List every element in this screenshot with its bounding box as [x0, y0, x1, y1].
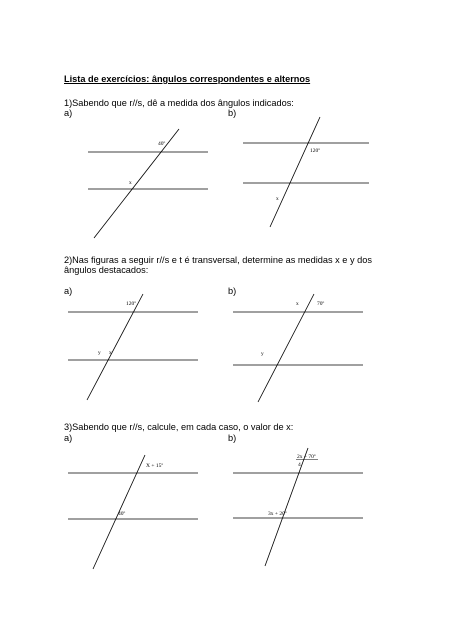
q1a-x-label: x	[129, 180, 132, 186]
q3a-bottom-label: 40º	[118, 511, 126, 517]
question-1-prompt: 1)Sabendo que r//s, dê a medida dos ângulos indicados:	[64, 98, 294, 108]
question-1b-label: b)	[228, 108, 237, 118]
question-2-prompt-line1: 2)Nas figuras a seguir r//s e t é transversal, determine as medidas x e y dos	[64, 255, 372, 265]
q3b-top-denominator: 4	[298, 462, 301, 468]
q2a-transversal	[87, 294, 143, 400]
q2b-transversal	[258, 294, 314, 402]
question-3-prompt: 3)Sabendo que r//s, calcule, em cada caso, o valor de x:	[64, 422, 294, 432]
q3b-transversal	[265, 448, 308, 566]
question-1a-label: a)	[64, 108, 73, 118]
page-title: Lista de exercícios: ângulos correspondentes e alternos	[64, 74, 311, 84]
q2b-y-label: y	[261, 351, 264, 357]
question-2-prompt-line2: ângulos destacados:	[64, 265, 149, 275]
q3b-top-numerator: 2x + 70º	[297, 454, 316, 460]
question-2b-label: b)	[228, 286, 237, 296]
q2a-x-label: x	[109, 350, 112, 356]
q2b-angle-label: 70º	[317, 301, 325, 307]
q1b-x-label: x	[276, 196, 279, 202]
question-3b-label: b)	[228, 433, 237, 443]
question-2a-label: a)	[64, 286, 73, 296]
q1a-transversal	[94, 129, 179, 238]
q1b-transversal	[270, 117, 320, 227]
q2a-y-label: y	[98, 350, 101, 356]
q1a-angle-label: 40º	[158, 141, 166, 147]
q3a-top-label: X + 15º	[146, 463, 164, 469]
q2a-angle-label: 120º	[126, 301, 136, 307]
q2b-x-label: x	[296, 301, 299, 307]
q1b-angle-label: 120º	[310, 148, 320, 154]
q3b-bottom-label: 3x + 20º	[268, 511, 287, 517]
question-3a-label: a)	[64, 433, 73, 443]
